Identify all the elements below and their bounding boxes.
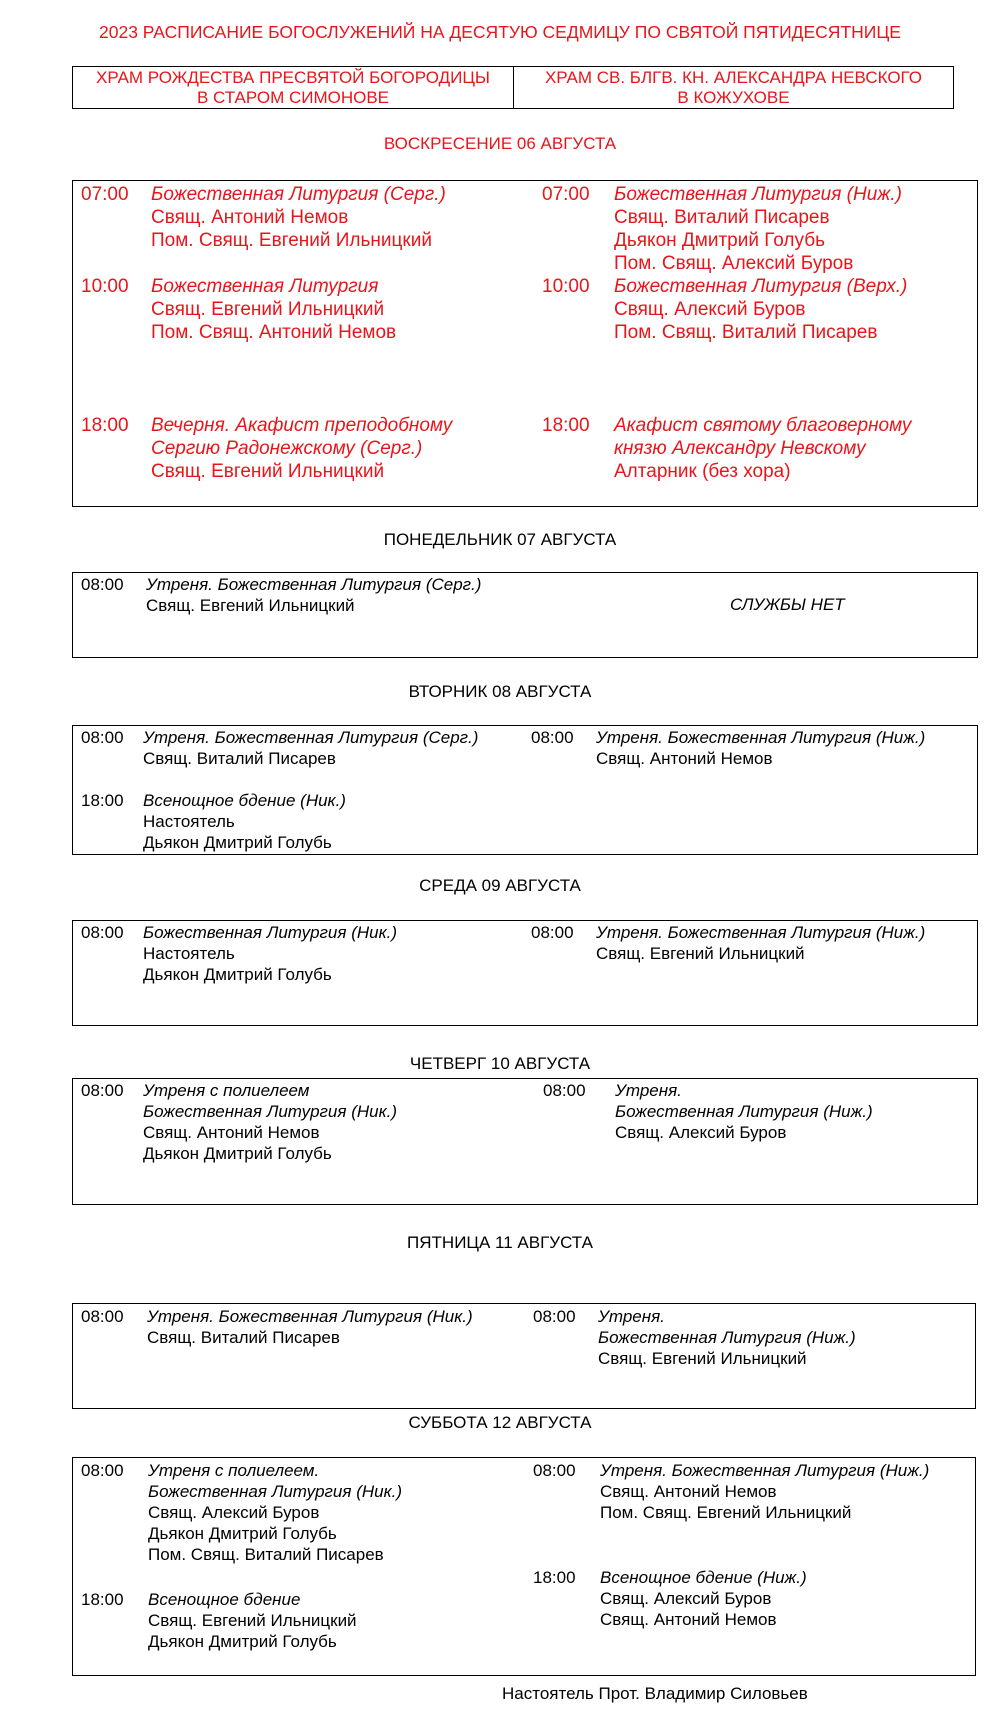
service-person: Свящ. Алексий Буров: [614, 299, 806, 320]
service-person: Дьякон Дмитрий Голубь: [148, 1632, 337, 1651]
service-name: Вечерня. Акафист преподобному: [151, 415, 453, 436]
service-note: (Ниж.): [801, 1328, 856, 1347]
service-person: Свящ. Евгений Ильницкий: [598, 1349, 807, 1368]
service-person: Дьякон Дмитрий Голубь: [148, 1524, 337, 1543]
service-time: 08:00: [81, 575, 124, 594]
service-note: (Ниж.): [841, 184, 902, 205]
service-time: 08:00: [81, 1461, 124, 1480]
service-person: Свящ. Антоний Немов: [600, 1610, 777, 1629]
service-name: Божественная Литургия: [143, 923, 347, 942]
service-entry: [81, 1080, 501, 1166]
service-time: 10:00: [81, 276, 129, 297]
church-header-left: [72, 66, 514, 109]
service-entry: [81, 1589, 501, 1653]
service-time: 18:00: [81, 1590, 124, 1609]
service-time: 08:00: [81, 1307, 124, 1326]
service-name-cont: Божественная Литургия: [615, 1102, 819, 1121]
service-name: Всенощное бдение: [600, 1568, 753, 1587]
church-right-line1: ХРАМ СВ. БЛГВ. КН. АЛЕКСАНДРА НЕВСКОГО: [544, 67, 923, 87]
service-person: Свящ. Евгений Ильницкий: [596, 944, 805, 963]
service-entry: [81, 1306, 501, 1350]
day-title-saturday: СУББОТА 12 АВГУСТА: [408, 1413, 592, 1432]
service-time: 07:00: [81, 184, 129, 205]
service-person: Дьякон Дмитрий Голубь: [143, 833, 332, 852]
service-entry: [542, 414, 962, 484]
service-entry: [81, 183, 501, 253]
service-person: Настоятель: [143, 944, 235, 963]
day-title-sunday: ВОСКРЕСЕНИЕ 06 АВГУСТА: [383, 134, 617, 153]
service-person: Настоятель: [143, 812, 235, 831]
service-entry: [542, 183, 962, 275]
service-time: 18:00: [81, 791, 124, 810]
service-entry: [81, 275, 501, 345]
service-person: Дьякон Дмитрий Голубь: [143, 1144, 332, 1163]
service-entry: [81, 922, 501, 986]
service-entry: [81, 414, 501, 484]
service-note: (Серг.): [421, 575, 482, 594]
service-name: Утреня. Божественная Литургия: [146, 575, 422, 594]
day-title-thursday: ЧЕТВЕРГ 10 АВГУСТА: [409, 1054, 591, 1073]
service-name: Акафист святому благоверному: [614, 415, 912, 436]
service-person: Свящ. Антоний Немов: [596, 749, 773, 768]
service-person: Свящ. Виталий Писарев: [614, 207, 830, 228]
service-name: Утреня. Божественная Литургия: [596, 728, 872, 747]
service-note: (Ник.): [346, 1102, 397, 1121]
service-person: Пом. Свящ. Евгений Ильницкий: [151, 230, 432, 251]
service-person: Алтарник (без хора): [614, 461, 791, 482]
service-note: (Ниж.): [871, 923, 926, 942]
service-time: 18:00: [81, 415, 129, 436]
no-service-note: СЛУЖБЫ НЕТ: [730, 595, 845, 614]
day-title-friday: ПЯТНИЦА 11 АВГУСТА: [407, 1233, 593, 1252]
service-note: (Серг.): [418, 728, 479, 747]
day-title-wednesday: СРЕДА 09 АВГУСТА: [419, 876, 581, 895]
day-title-monday: ПОНЕДЕЛЬНИК 07 АВГУСТА: [383, 530, 617, 549]
service-name-cont: Божественная Литургия: [143, 1102, 347, 1121]
service-entry: [81, 727, 501, 771]
church-left-line2: В СТАРОМ СИМОНОВЕ: [196, 87, 390, 107]
service-note: (Верх.): [841, 276, 908, 297]
service-name: Всенощное бдение: [148, 1590, 301, 1609]
service-person: Свящ. Евгений Ильницкий: [151, 299, 385, 320]
service-note: Ник.): [305, 791, 346, 810]
service-name: Утреня. Божественная Литургия: [143, 728, 419, 747]
service-entry: [543, 1080, 973, 1144]
service-entry: [81, 790, 501, 854]
service-time: 10:00: [542, 276, 590, 297]
service-name-cont: князю Александру Невскому: [614, 438, 866, 459]
service-name: Божественная Литургия: [614, 184, 842, 205]
service-note: (Ник.): [351, 1482, 402, 1501]
service-note: (Ник.): [422, 1307, 473, 1326]
service-time: 07:00: [542, 184, 590, 205]
service-entry: [81, 1460, 501, 1566]
church-right-line2: В КОЖУХОВЕ: [677, 87, 790, 107]
service-person: Пом. Свящ. Виталий Писарев: [614, 322, 878, 343]
service-time: 08:00: [81, 1081, 124, 1100]
service-entry: [81, 574, 501, 618]
service-note: (Ник.): [346, 923, 397, 942]
service-person: Свящ. Алексий Буров: [148, 1503, 320, 1522]
service-name: Божественная Литургия: [151, 276, 379, 297]
service-person: Пом. Свящ. Алексий Буров: [614, 253, 854, 274]
service-person: Пом. Свящ. Виталий Писарев: [148, 1545, 384, 1564]
service-time: 08:00: [81, 728, 124, 747]
service-person: Свящ. Алексий Буров: [615, 1123, 787, 1142]
service-name: Утреня. Божественная Литургия: [596, 923, 872, 942]
service-person: Дьякон Дмитрий Голубь: [614, 230, 825, 251]
service-entry: [542, 275, 962, 345]
service-note: (Серг.): [354, 438, 423, 459]
service-time: 08:00: [533, 1307, 576, 1326]
service-name-cont: Сергию Радонежскому: [151, 438, 355, 459]
service-name-cont: Божественная Литургия: [148, 1482, 352, 1501]
service-note: (Ниж.): [818, 1102, 873, 1121]
service-person: Свящ. Виталий Писарев: [143, 749, 336, 768]
service-person: Свящ. Евгений Ильницкий: [148, 1611, 357, 1630]
service-person: Свящ. Алексий Буров: [600, 1589, 772, 1608]
service-time: 08:00: [531, 923, 574, 942]
page-title: 2023 РАСПИСАНИЕ БОГОСЛУЖЕНИЙ НА ДЕСЯТУЮ СЕДМИЦУ ПО СВЯТОЙ ПЯТИДЕСЯТНИЦЕ: [99, 22, 901, 42]
service-time: 08:00: [543, 1081, 586, 1100]
service-person: Свящ. Евгений Ильницкий: [151, 461, 385, 482]
service-person: Свящ. Виталий Писарев: [147, 1328, 340, 1347]
service-note: (Серг.): [378, 184, 446, 205]
service-person: Дьякон Дмитрий Голубь: [143, 965, 332, 984]
service-person: Свящ. Евгений Ильницкий: [146, 596, 355, 615]
service-entry: [531, 727, 971, 771]
service-person: Пом. Свящ. Антоний Немов: [151, 322, 397, 343]
service-name: Утреня с полиелеем.: [148, 1461, 320, 1480]
service-entry: [533, 1306, 973, 1370]
day-title-tuesday: ВТОРНИК 08 АВГУСТА: [408, 682, 592, 701]
church-header-right: [513, 66, 954, 109]
service-time: 08:00: [533, 1461, 576, 1480]
service-name: Утреня.: [598, 1307, 665, 1326]
service-name: Утреня с полиелеем: [143, 1081, 310, 1100]
service-time: 08:00: [81, 923, 124, 942]
service-entry: [533, 1567, 973, 1631]
church-left-line1: ХРАМ РОЖДЕСТВА ПРЕСВЯТОЙ БОГОРОДИЦЫ: [96, 67, 490, 87]
service-name: Утреня.: [615, 1081, 682, 1100]
service-name: Утреня. Божественная Литургия: [600, 1461, 876, 1480]
service-entry: [533, 1460, 973, 1524]
service-note: (Ниж.): [752, 1568, 807, 1587]
service-name-cont: Божественная Литургия: [598, 1328, 802, 1347]
rector-signature: Настоятель Прот. Владимир Силовьев: [502, 1684, 808, 1703]
service-person: Свящ. Антоний Немов: [143, 1123, 320, 1142]
service-time: 18:00: [533, 1568, 576, 1587]
service-name: Всенощное бдение (: [143, 791, 306, 810]
service-note: (Ниж.): [871, 728, 926, 747]
service-name: Божественная Литургия: [614, 276, 842, 297]
service-time: 18:00: [542, 415, 590, 436]
service-note: (Ниж.): [875, 1461, 930, 1480]
service-time: 08:00: [531, 728, 574, 747]
service-person: Пом. Свящ. Евгений Ильницкий: [600, 1503, 852, 1522]
service-person: Свящ. Антоний Немов: [151, 207, 349, 228]
service-name: Утреня. Божественная Литургия: [147, 1307, 423, 1326]
service-person: Свящ. Антоний Немов: [600, 1482, 777, 1501]
service-entry: [531, 922, 971, 966]
service-name: Божественная Литургия: [151, 184, 379, 205]
